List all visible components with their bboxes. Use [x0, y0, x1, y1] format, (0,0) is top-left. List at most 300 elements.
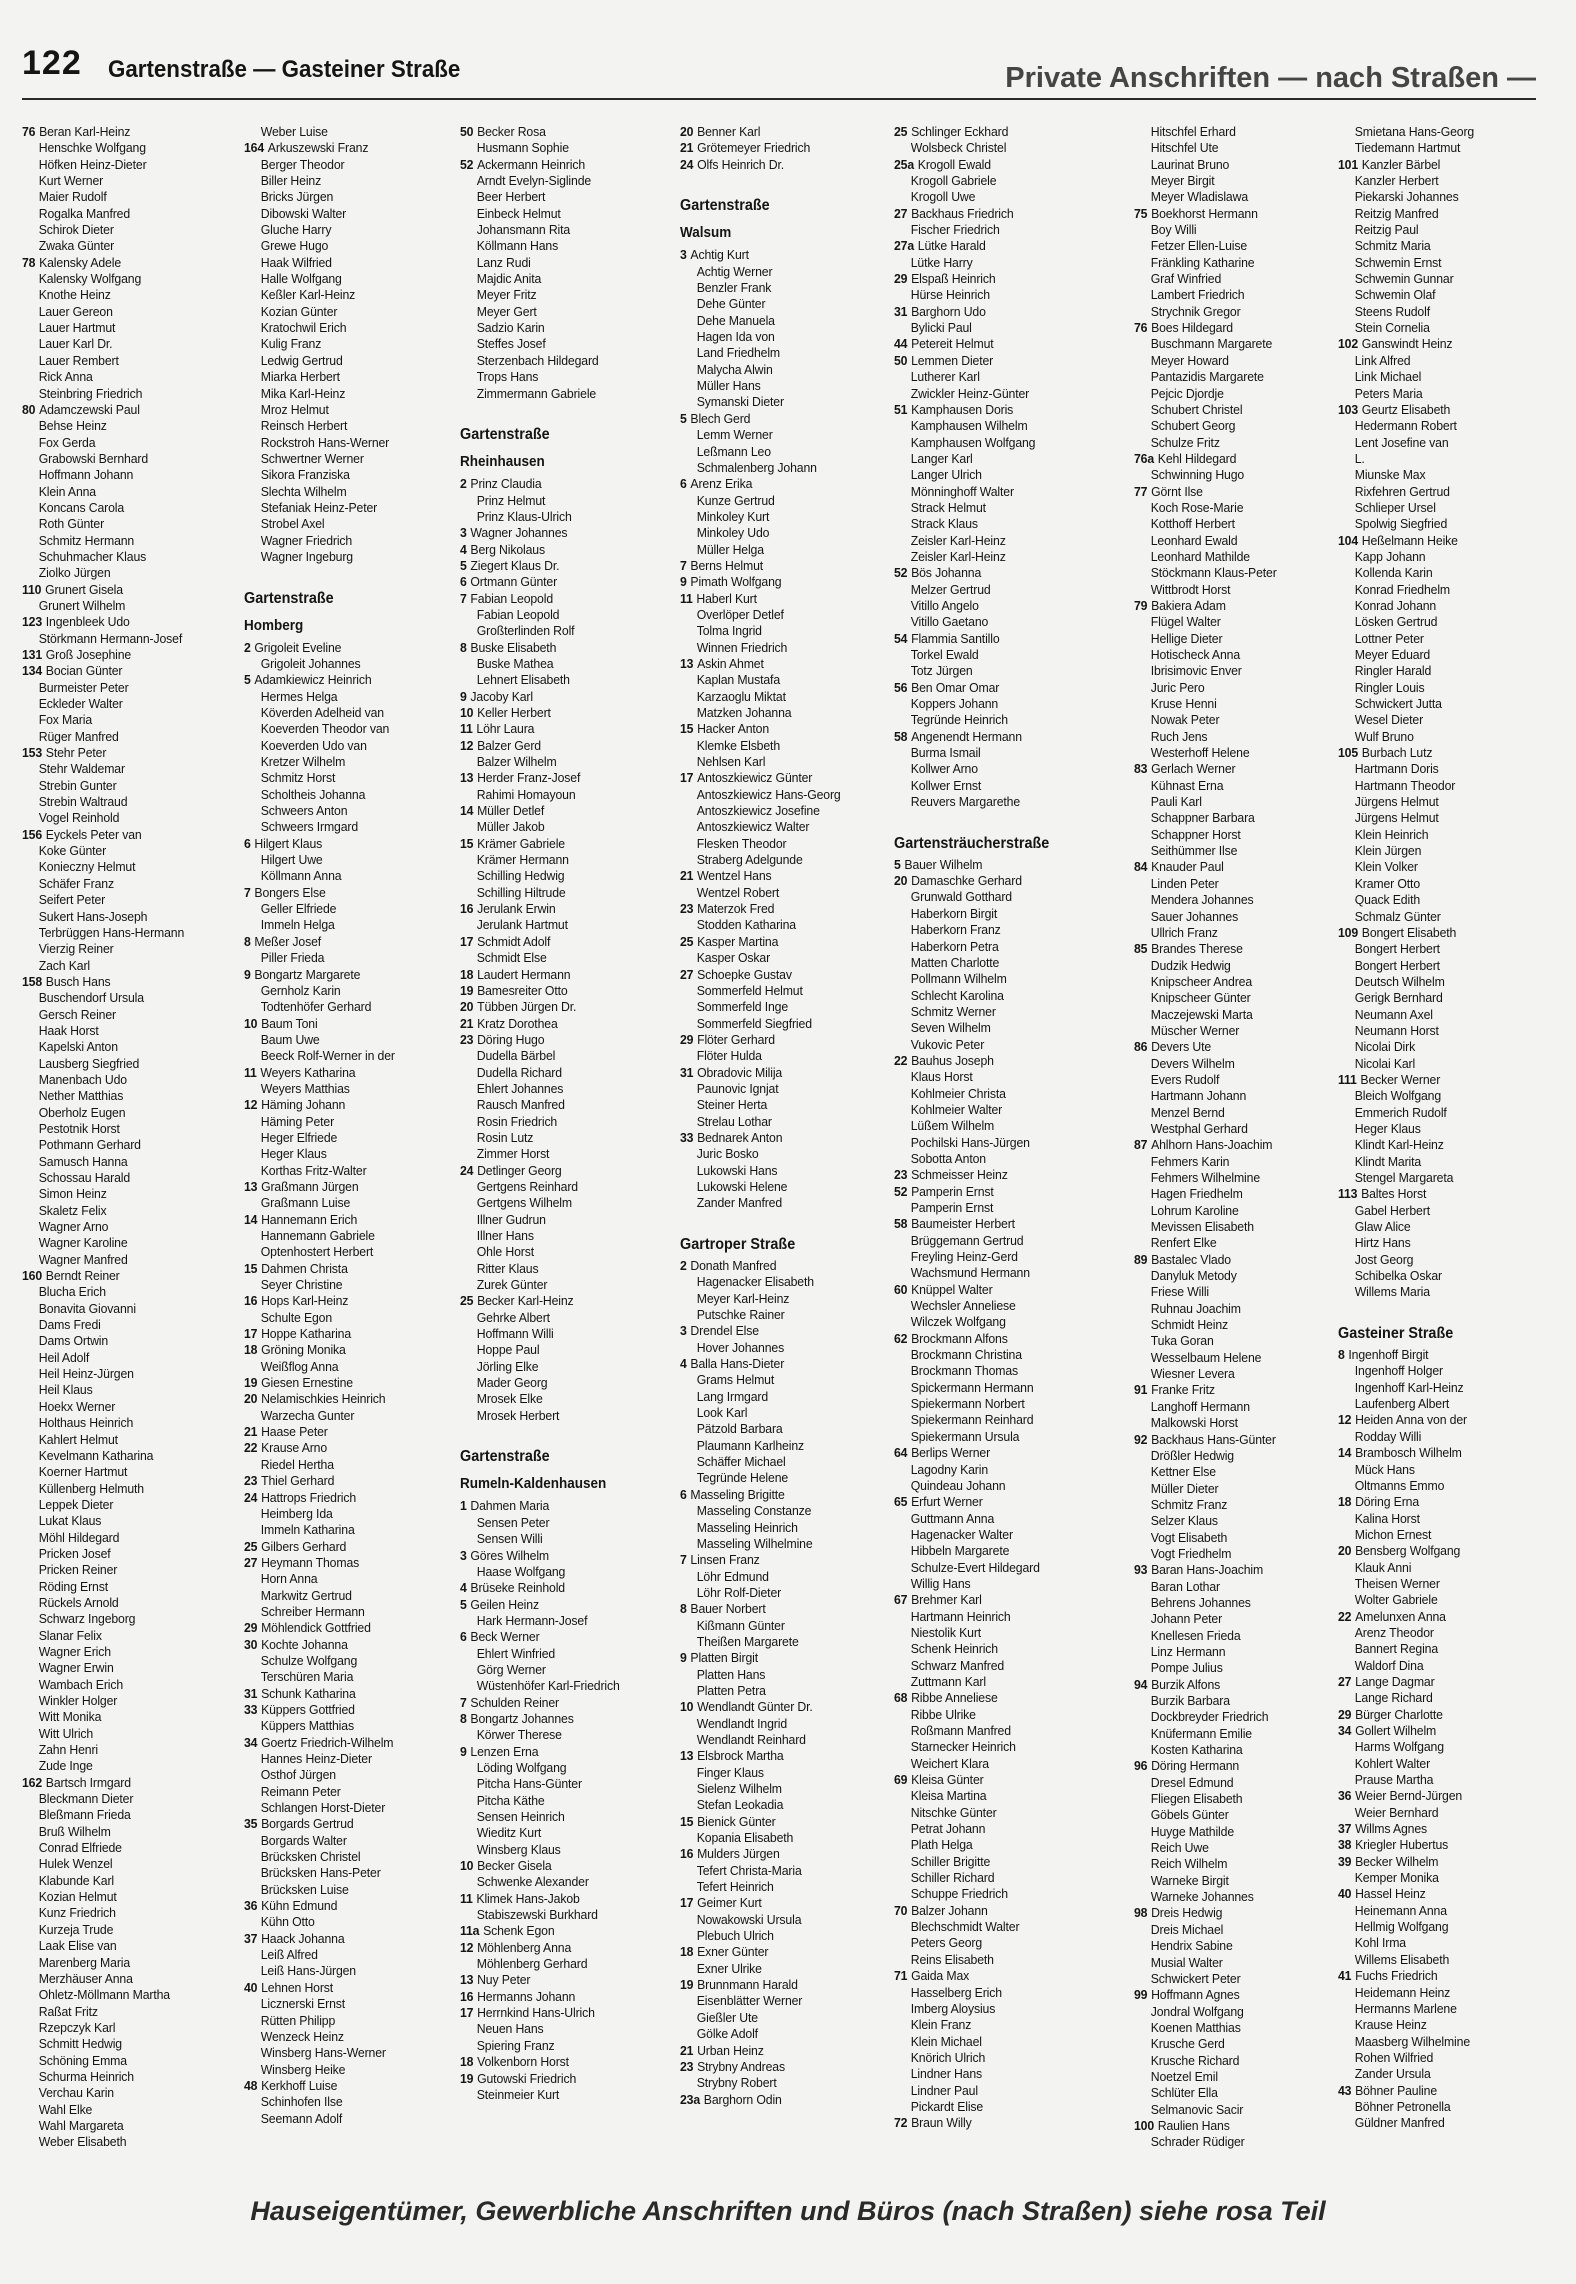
resident-name: Rosin Friedrich [476, 1113, 558, 1129]
resident-entry [680, 1814, 879, 1830]
resident-name: Ruhnau Joachim [1150, 1300, 1241, 1316]
resident-name: Quindeau Johann [910, 1477, 1006, 1493]
resident-name: Knörich Ulrich [910, 2049, 986, 2065]
resident-entry [1134, 2036, 1333, 2052]
resident-name: Lauer Hartmut [38, 320, 116, 336]
resident-name: Brücksken Christel [260, 1849, 361, 1865]
resident-entry [680, 411, 879, 427]
resident-name: Störkmann Hermann-Josef [38, 630, 183, 646]
resident-entry [22, 565, 221, 581]
resident-entry [1134, 516, 1333, 532]
resident-name: Löhr Laura [476, 721, 535, 737]
resident-entry [460, 1146, 659, 1162]
resident-name: Bensberg Wolfgang [1355, 1543, 1461, 1559]
resident-entry [1338, 1952, 1537, 1968]
resident-entry [1134, 1366, 1333, 1382]
resident-entry [680, 1683, 879, 1699]
house-number: 24 [460, 1162, 474, 1178]
resident-entry [894, 1821, 1093, 1837]
resident-name: Hirtz Hans [1354, 1235, 1411, 1251]
resident-entry [460, 770, 659, 786]
resident-entry [22, 1350, 221, 1366]
resident-name: Kühn Otto [260, 1914, 315, 1930]
resident-entry [244, 1882, 443, 1898]
house-number: 69 [894, 1772, 908, 1788]
resident-entry [894, 206, 1093, 222]
resident-entry [1134, 958, 1333, 974]
resident-name: Sommerfeld Inge [696, 999, 789, 1015]
resident-name: Graßmann Jürgen [261, 1178, 359, 1194]
resident-name: Kamphausen Wilhelm [910, 418, 1028, 434]
resident-name: Hulek Wenzel [38, 1856, 113, 1872]
resident-name: Hibbeln Margarete [910, 1543, 1010, 1559]
resident-name: Stehr Waldemar [38, 761, 125, 777]
resident-name: Pitcha Hans-Günter [476, 1776, 582, 1792]
house-number: 40 [244, 1979, 258, 1995]
resident-name: Böhner Pauline [1355, 2082, 1438, 2098]
spacer [680, 173, 894, 189]
resident-name: Eckleder Walter [38, 696, 123, 712]
resident-entry [244, 1081, 443, 1097]
resident-name: Willems Maria [1354, 1284, 1430, 1300]
resident-name: Kalina Horst [1354, 1510, 1420, 1526]
resident-entry [1338, 2001, 1537, 2017]
resident-entry [460, 2021, 659, 2037]
column-3 [460, 124, 674, 2152]
resident-entry [680, 1977, 879, 1993]
resident-entry [1134, 1154, 1333, 1170]
resident-entry [894, 2115, 1093, 2131]
resident-name: Müller Dieter [1150, 1480, 1219, 1496]
resident-name: Müller Jakob [476, 819, 545, 835]
resident-name: Heil Heinz-Jürgen [38, 1366, 134, 1382]
resident-entry [22, 1807, 221, 1823]
column-7 [1338, 124, 1552, 2152]
resident-name: Dahmen Maria [470, 1498, 550, 1514]
resident-entry [680, 705, 879, 721]
house-number: 164 [244, 140, 265, 156]
resident-entry [1338, 1821, 1537, 1837]
resident-name: Zwaka Günter [38, 238, 115, 254]
resident-entry [680, 313, 879, 329]
house-number: 99 [1134, 1987, 1148, 2003]
resident-entry [244, 435, 443, 451]
resident-name: Koerner Hartmut [38, 1464, 128, 1480]
resident-entry [894, 647, 1093, 663]
resident-name: Krogoll Gabriele [910, 173, 997, 189]
house-number: 13 [244, 1178, 258, 1194]
resident-name: Trops Hans [476, 369, 539, 385]
resident-entry [1338, 1658, 1537, 1674]
resident-name: Baran Hans-Joachim [1151, 1562, 1264, 1578]
resident-name: Malkowski Horst [1150, 1415, 1238, 1431]
resident-entry [1338, 892, 1537, 908]
house-number: 11 [460, 721, 473, 737]
resident-entry [1134, 1007, 1333, 1023]
house-number: 13 [460, 1972, 474, 1988]
resident-entry [244, 271, 443, 287]
resident-name: Kollwer Arno [910, 761, 978, 777]
resident-entry [460, 1342, 659, 1358]
house-number: 18 [1338, 1494, 1352, 1510]
resident-name: Markwitz Gertrud [260, 1587, 352, 1603]
house-number: 76a [1134, 450, 1155, 466]
resident-entry [244, 1195, 443, 1211]
resident-entry [894, 124, 1093, 140]
resident-name: Klein Franz [910, 2017, 972, 2033]
resident-entry [244, 189, 443, 205]
resident-name: Bleich Wolfgang [1354, 1088, 1442, 1104]
resident-name: Johansmann Rita [476, 222, 571, 238]
resident-name: Dreis Michael [1150, 1921, 1224, 1937]
resident-entry [680, 2043, 879, 2059]
resident-name: Kozian Günter [260, 303, 338, 319]
house-number: 5 [894, 856, 901, 872]
resident-entry [1134, 1840, 1333, 1856]
resident-entry [680, 1356, 879, 1372]
house-number: 12 [460, 1939, 474, 1955]
resident-name: Koppers Johann [910, 696, 999, 712]
resident-entry [894, 1363, 1093, 1379]
resident-name: Lütke Harald [917, 238, 986, 254]
resident-name: Kulig Franz [260, 336, 322, 352]
house-number: 23 [244, 1473, 258, 1489]
resident-entry [460, 1891, 659, 1907]
resident-name: Kühn Edmund [261, 1898, 338, 1914]
resident-entry [1134, 287, 1333, 303]
resident-name: Göbels Günter [1150, 1807, 1229, 1823]
resident-name: Koenen Matthias [1150, 2019, 1241, 2035]
resident-name: Lottner Peter [1354, 630, 1424, 646]
resident-name: Hannemann Gabriele [260, 1228, 375, 1243]
resident-name: Schmitz Franz [1150, 1496, 1228, 1512]
resident-entry [1134, 1186, 1333, 1202]
resident-name: Barghorn Udo [911, 303, 986, 319]
resident-entry [460, 623, 659, 639]
resident-name: Brandes Therese [1151, 941, 1243, 957]
resident-entry [894, 1216, 1093, 1232]
resident-name: Schulden Reiner [470, 1694, 560, 1710]
footer-note: Hauseigentümer, Gewerbliche Anschriften und Büros (nach Straßen) siehe rosa Teil [250, 2196, 1326, 2226]
resident-entry [1338, 1445, 1537, 1461]
resident-entry [460, 738, 659, 754]
resident-name: Rohen Wilfried [1354, 2049, 1434, 2065]
resident-entry [22, 958, 221, 974]
resident-entry [244, 1490, 443, 1506]
resident-entry [894, 189, 1093, 205]
resident-entry [1338, 2083, 1537, 2099]
resident-name: Lütke Harry [910, 254, 973, 270]
resident-name: Hedermann Robert [1354, 418, 1457, 434]
resident-name: Sensen Heinrich [476, 1809, 565, 1824]
resident-entry [244, 124, 443, 140]
resident-entry [1338, 484, 1537, 500]
house-number: 105 [1338, 745, 1359, 761]
resident-entry [22, 1595, 221, 1611]
resident-name: Schappner Barbara [1150, 810, 1255, 826]
resident-name: Schmitt Hedwig [38, 2036, 122, 2052]
spacer [244, 565, 458, 581]
resident-entry [1338, 1788, 1537, 1804]
resident-name: Ringler Louis [1354, 679, 1425, 695]
resident-entry [894, 1837, 1093, 1853]
resident-entry [680, 1830, 879, 1846]
resident-name: Prinz Klaus-Ulrich [476, 508, 572, 524]
resident-entry [1338, 1007, 1537, 1023]
resident-entry [680, 787, 879, 803]
resident-name: Pamperin Ernst [910, 1200, 994, 1215]
resident-entry [460, 1613, 659, 1629]
resident-name: Spiering Franz [476, 2037, 555, 2053]
resident-entry [22, 1775, 221, 1791]
resident-name: Ullrich Franz [1150, 924, 1218, 940]
resident-entry [244, 1849, 443, 1865]
resident-name: Wittbrodt Horst [1150, 581, 1231, 597]
resident-entry [460, 255, 659, 271]
resident-entry [894, 1314, 1093, 1330]
resident-name: Burzik Alfons [1151, 1676, 1221, 1692]
house-number: 103 [1338, 401, 1359, 417]
resident-entry [460, 238, 659, 254]
resident-name: Schmidt Heinz [1150, 1317, 1229, 1333]
resident-entry [894, 1903, 1093, 1919]
resident-name: Bongartz Johannes [470, 1710, 574, 1726]
resident-entry [22, 1464, 221, 1480]
resident-entry [1134, 418, 1333, 434]
resident-name: Finger Klaus [696, 1764, 764, 1780]
resident-name: Fehmers Karin [1150, 1153, 1230, 1169]
resident-name: Schuhmacher Klaus [38, 548, 147, 564]
resident-entry [22, 909, 221, 925]
resident-entry [22, 386, 221, 402]
resident-name: Schweers Anton [260, 803, 348, 819]
resident-name: Kohlert Walter [1354, 1755, 1431, 1771]
house-number: 18 [680, 1944, 694, 1960]
house-number: 153 [22, 745, 43, 761]
resident-entry [680, 868, 879, 884]
resident-entry [22, 189, 221, 205]
resident-name: Dresel Edmund [1150, 1774, 1234, 1790]
resident-entry [1134, 1824, 1333, 1840]
resident-entry [894, 955, 1093, 971]
resident-name: Hürse Heinrich [910, 287, 990, 303]
resident-name: Rogalka Manfred [38, 205, 131, 221]
resident-name: Exner Ulrike [696, 1960, 762, 1976]
resident-entry [460, 1408, 659, 1424]
resident-name: Schwemin Ernst [1354, 254, 1442, 270]
resident-name: Schwarz Manfred [910, 1657, 1005, 1673]
resident-entry [22, 1235, 221, 1251]
resident-entry [22, 827, 221, 843]
resident-name: Krause Heinz [1354, 2017, 1427, 2033]
resident-entry [244, 1310, 443, 1326]
resident-name: Sensen Peter [476, 1514, 550, 1530]
resident-entry [244, 950, 443, 966]
resident-name: Winsberg Hans-Werner [260, 2045, 386, 2061]
resident-entry [1134, 271, 1333, 287]
resident-entry [1134, 1955, 1333, 1971]
resident-name: Rüger Manfred [38, 728, 119, 744]
resident-entry [244, 1669, 443, 1685]
resident-name: Bastalec Vlado [1151, 1251, 1231, 1267]
resident-entry [1134, 320, 1333, 336]
resident-entry [1134, 1971, 1333, 1987]
resident-entry [894, 2083, 1093, 2099]
resident-entry [22, 729, 221, 745]
house-number: 31 [894, 303, 908, 319]
resident-name: Masseling Wilhelmine [696, 1535, 813, 1551]
resident-entry [1134, 582, 1333, 598]
resident-entry [894, 2034, 1093, 2050]
resident-entry [22, 1121, 221, 1137]
house-number: 14 [460, 803, 474, 819]
resident-name: Klemke Elsbeth [696, 737, 781, 753]
resident-entry [22, 2102, 221, 2118]
resident-entry [1134, 369, 1333, 385]
resident-entry [244, 836, 443, 852]
resident-name: Mrosek Elke [476, 1391, 543, 1407]
resident-entry [1338, 1219, 1537, 1235]
resident-name: Spiekermann Norbert [910, 1396, 1025, 1412]
resident-name: Fuchs Friedrich [1355, 1968, 1438, 1984]
resident-name: Gabel Herbert [1354, 1202, 1430, 1218]
resident-entry [894, 1641, 1093, 1657]
house-number: 62 [894, 1330, 908, 1346]
resident-entry [460, 222, 659, 238]
resident-entry [1338, 1072, 1537, 1088]
resident-name: Theißen Margarete [696, 1633, 799, 1649]
resident-name: Jerulank Erwin [477, 901, 556, 917]
resident-entry [244, 1473, 443, 1489]
resident-name: Köllmann Anna [260, 868, 342, 884]
resident-entry [1134, 206, 1333, 222]
resident-entry [894, 500, 1093, 516]
resident-entry [680, 1569, 879, 1585]
resident-entry [1134, 1301, 1333, 1317]
resident-name: Haase Peter [261, 1424, 328, 1440]
resident-entry [680, 1421, 879, 1437]
resident-name: Grams Helmut [696, 1372, 775, 1388]
resident-entry [460, 287, 659, 303]
resident-entry [680, 1585, 879, 1601]
resident-entry [894, 369, 1093, 385]
resident-entry [680, 1372, 879, 1388]
resident-name: Zahn Henri [38, 1742, 99, 1758]
resident-name: Knüppel Walter [911, 1281, 993, 1297]
resident-name: Weber Luise [260, 124, 328, 139]
resident-entry [460, 983, 659, 999]
resident-entry [22, 124, 221, 140]
house-number: 23 [460, 1031, 474, 1047]
resident-entry [244, 1588, 443, 1604]
resident-name: Berg Nikolaus [470, 541, 545, 557]
resident-entry [244, 1620, 443, 1636]
resident-entry [680, 427, 879, 443]
resident-name: Heimberg Ida [260, 1505, 333, 1521]
resident-name: Backhaus Hans-Günter [1151, 1431, 1276, 1447]
house-number: 5 [460, 1596, 467, 1612]
resident-name: Seven Wilhelm [910, 1020, 991, 1036]
resident-name: Illner Hans [476, 1228, 534, 1243]
resident-name: Nitschke Günter [910, 1804, 997, 1820]
resident-name: Antoszkiewicz Walter [696, 819, 810, 835]
resident-entry [460, 1065, 659, 1081]
resident-entry [894, 745, 1093, 761]
resident-name: Bylicki Paul [910, 320, 972, 336]
resident-entry [1134, 1938, 1333, 1954]
resident-entry [22, 157, 221, 173]
resident-entry [1338, 1919, 1537, 1935]
resident-name: Mevissen Elisabeth [1150, 1219, 1254, 1235]
resident-entry [244, 484, 443, 500]
resident-entry [894, 565, 1093, 581]
resident-entry [1134, 1382, 1333, 1398]
resident-name: Fabian Leopold [476, 606, 560, 622]
resident-name: Samusch Hanna [38, 1153, 128, 1169]
resident-entry [244, 770, 443, 786]
house-number: 68 [894, 1690, 908, 1706]
resident-entry [680, 819, 879, 835]
resident-name: Stein Cornelia [1354, 320, 1430, 336]
resident-entry [460, 1678, 659, 1694]
resident-name: Spolwig Siegfried [1354, 516, 1448, 532]
resident-entry [894, 1478, 1093, 1494]
resident-name: Döring Erna [1355, 1494, 1419, 1510]
resident-entry [460, 656, 659, 672]
resident-entry [894, 582, 1093, 598]
resident-name: Glaw Alice [1354, 1219, 1411, 1235]
resident-entry [1338, 1478, 1537, 1494]
resident-entry [680, 656, 879, 672]
house-number: 14 [244, 1211, 258, 1227]
resident-entry [1134, 1399, 1333, 1415]
resident-entry [1338, 1723, 1537, 1739]
resident-name: Warzecha Gunter [260, 1407, 355, 1423]
resident-entry [244, 803, 443, 819]
resident-entry [244, 2078, 443, 2094]
resident-entry [680, 1438, 879, 1454]
resident-name: Sauer Johannes [1150, 908, 1239, 924]
resident-name: Oberholz Eugen [38, 1104, 126, 1120]
resident-name: Kemper Monika [1354, 1870, 1439, 1886]
resident-entry [460, 1032, 659, 1048]
resident-name: Kollwer Ernst [910, 777, 982, 793]
resident-entry [1338, 958, 1537, 974]
resident-name: Hoekx Werner [38, 1398, 116, 1414]
resident-entry [894, 140, 1093, 156]
resident-name: Klein Volker [1354, 859, 1418, 875]
resident-name: Kevelmann Katharina [38, 1447, 154, 1463]
resident-entry [22, 1546, 221, 1562]
resident-name: Leßmann Leo [696, 443, 771, 459]
resident-entry [894, 1985, 1093, 2001]
resident-entry [680, 1716, 879, 1732]
resident-name: Strychnik Gregor [1150, 303, 1241, 319]
resident-name: Zander Ursula [1354, 2066, 1431, 2082]
resident-name: Haack Johanna [261, 1930, 345, 1946]
resident-name: Krämer Hermann [476, 852, 569, 868]
resident-name: Schubert Christel [1150, 401, 1243, 417]
resident-name: Kohlmeier Christa [910, 1085, 1006, 1101]
resident-entry [1134, 925, 1333, 941]
resident-name: Döring Hermann [1151, 1758, 1240, 1774]
resident-entry [680, 803, 879, 819]
resident-name: Fox Gerda [38, 434, 96, 450]
resident-name: Lindner Paul [910, 2082, 978, 2098]
resident-entry [1338, 1203, 1537, 1219]
resident-name: Geller Elfriede [260, 901, 337, 917]
resident-entry [1134, 712, 1333, 728]
